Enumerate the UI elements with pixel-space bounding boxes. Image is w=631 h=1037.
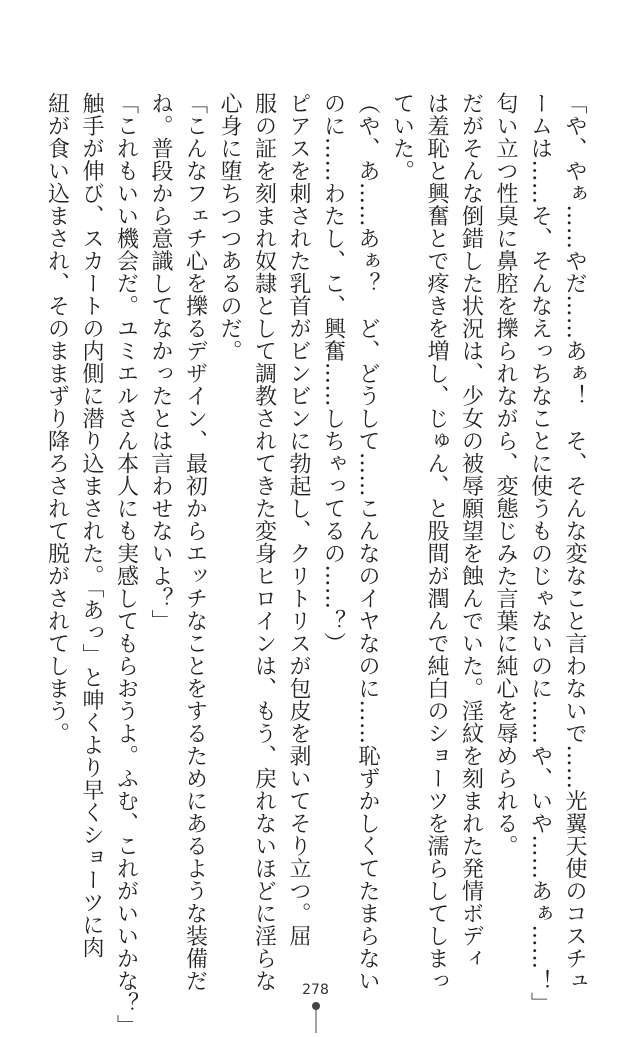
text-line: ームは……そ、そんなえっちなことに使うものじゃないのに……や、いや……あぁ……！」 xyxy=(527,92,553,1015)
text-line: ピアスを刺された乳首がビンビンに勃起し、クリトリスが包皮を剥いてそり立つ。屈 xyxy=(286,92,311,947)
text-line: ていた。 xyxy=(389,92,415,182)
text-line: 「や、やぁ……やだ……あぁ！ そ、そんな変なこと言わないで……光翼天使のコスチュ xyxy=(562,92,587,992)
text-line: 服の証を刻まれ奴隷として調教されてきた変身ヒロインは、もう、戻れないほどに淫らな xyxy=(251,92,277,992)
text-line: のに……わたし、こ、興奮……しちゃってるの……？） xyxy=(320,92,346,655)
text-line: 「これもいい機会だ。ユミエルさん本人にも実感してもらおうよ。ふむ、これがいいかな？」 xyxy=(113,92,139,1037)
text-line: 触手が伸び、スカートの内側に潜り込まされた。「あっ」と呻くより早くショーツに肉 xyxy=(79,92,104,959)
text-line: だがそんな倒錯した状況は、少女の被辱願望を蝕んでいた。淫紋を刻まれた発情ボディ xyxy=(458,92,484,970)
text-line: 紐が食い込まされ、そのままずり降ろされて脱がされてしまう。 xyxy=(44,92,70,745)
text-line: 「こんなフェチ心を擽るデザイン、最初からエッチなことをするためにあるような装備だ xyxy=(182,92,208,992)
page-marker-icon xyxy=(310,1001,322,1033)
text-line: ね。普段から意識してなかったとは言わせないよ？」 xyxy=(148,92,173,632)
text-line: は羞恥と興奮とで疼きを増し、じゅん、と股間が潤んで純白のショーツを濡らしてしまっ xyxy=(424,92,449,992)
text-line: （や、あ……あぁ？ ど、どうして……こんなのイヤなのに……恥ずかしくてたまらない xyxy=(355,92,380,992)
page-number: 278 xyxy=(302,982,329,998)
text-line: 匂い立つ性臭に鼻腔を擽られながら、変態じみた言葉に純心を辱められる。 xyxy=(493,92,518,857)
text-line: 心身に堕ちつつあるのだ。 xyxy=(217,92,242,362)
